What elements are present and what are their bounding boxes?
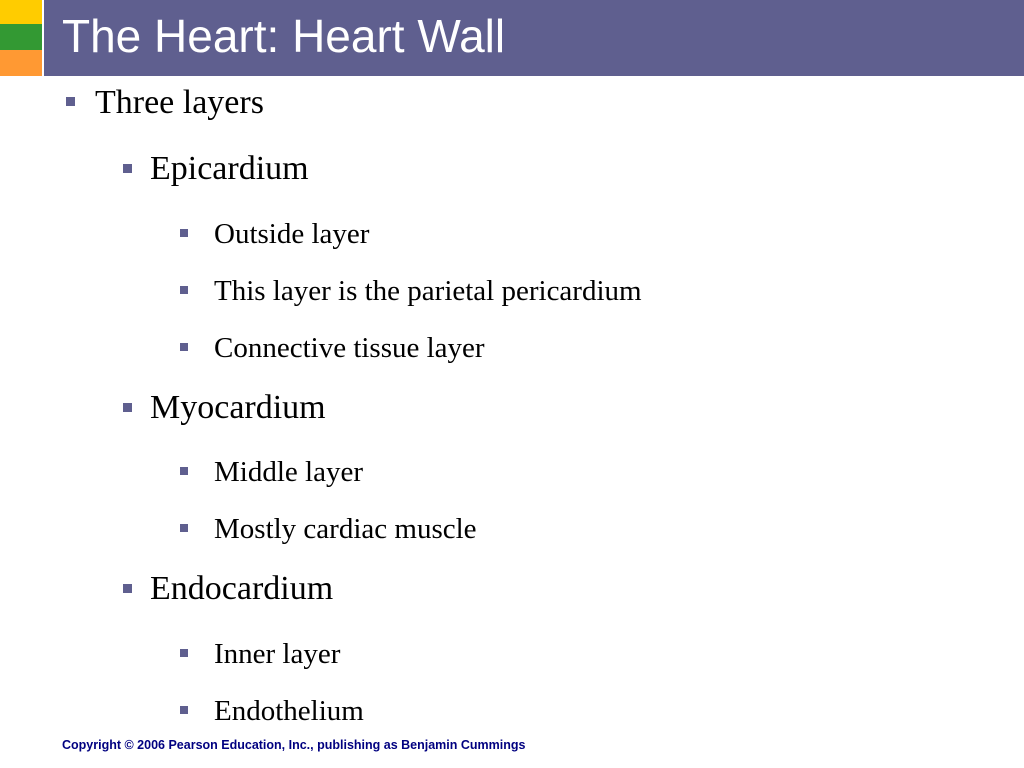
square-bullet-icon <box>123 164 132 173</box>
square-bullet-icon <box>180 524 188 532</box>
square-bullet-icon <box>66 97 75 106</box>
slide-title: The Heart: Heart Wall <box>62 10 506 62</box>
square-bullet-icon <box>180 229 188 237</box>
bullet-text: This layer is the parietal pericardium <box>214 275 642 307</box>
title-bar <box>44 0 1024 76</box>
bullet-text: Outside layer <box>214 218 370 250</box>
copyright-footer: Copyright © 2006 Pearson Education, Inc., publishing as Benjamin Cummings <box>62 738 526 752</box>
square-bullet-icon <box>180 343 188 351</box>
bullet-text: Connective tissue layer <box>214 332 485 364</box>
accent-block-yellow <box>0 0 42 24</box>
bullet-text: Three layers <box>95 84 264 121</box>
accent-block-orange <box>0 50 42 76</box>
bullet-text: Endothelium <box>214 695 364 727</box>
square-bullet-icon <box>123 403 132 412</box>
square-bullet-icon <box>180 286 188 294</box>
square-bullet-icon <box>123 584 132 593</box>
bullet-text: Mostly cardiac muscle <box>214 513 477 545</box>
bullet-text: Epicardium <box>150 150 309 187</box>
square-bullet-icon <box>180 649 188 657</box>
square-bullet-icon <box>180 467 188 475</box>
square-bullet-icon <box>180 706 188 714</box>
accent-block-green <box>0 24 42 50</box>
bullet-text: Myocardium <box>150 389 326 426</box>
bullet-text: Middle layer <box>214 456 363 488</box>
bullet-text: Endocardium <box>150 570 334 607</box>
bullet-text: Inner layer <box>214 638 341 670</box>
